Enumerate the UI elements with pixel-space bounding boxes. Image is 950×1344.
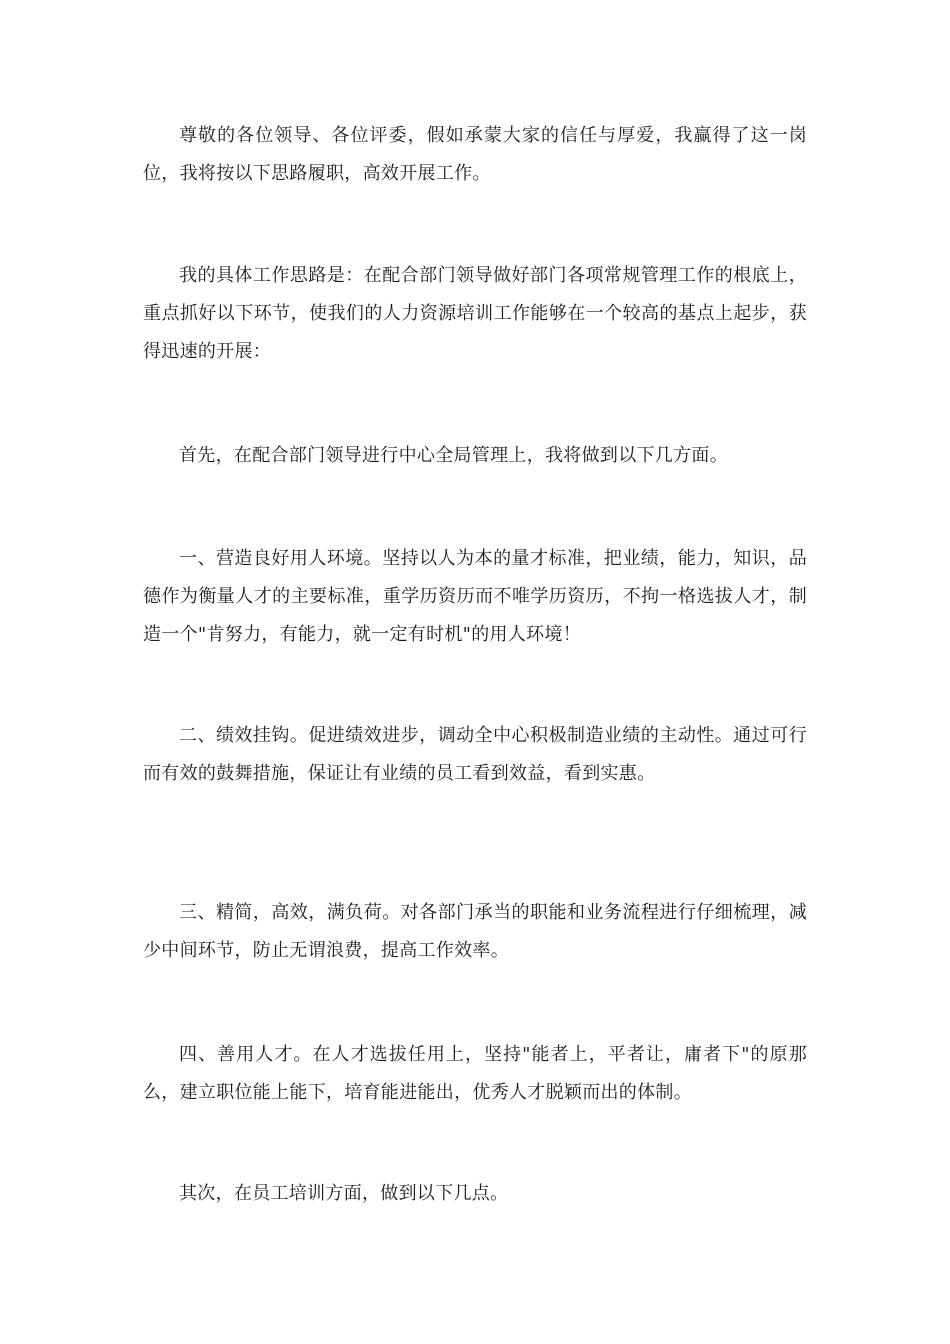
- paragraph-item-4: 四、善用人才。在人才选拔任用上，坚持"能者上，平者让，庸者下"的原那么，建立职位能上能下，培育能进能出，优秀人才脱颖而出的体制。: [143, 1044, 807, 1103]
- paragraph-work-approach: 我的具体工作思路是：在配合部门领导做好部门各项常规管理工作的根底上，重点抓好以下环节，使我们的人力资源培训工作能够在一个较高的基点上起步，获得迅速的开展：: [143, 265, 807, 362]
- paragraph-item-2: 二、绩效挂钩。促进绩效进步，调动全中心积极制造业绩的主动性。通过可行而有效的鼓舞措施，保证让有业绩的员工看到效益，看到实惠。: [143, 725, 807, 784]
- paragraph-second-point: 其次，在员工培训方面，做到以下几点。: [179, 1183, 509, 1204]
- paragraph-item-1: 一、营造良好用人环境。坚持以人为本的量才标准，把业绩，能力，知识，品德作为衡量人才的主要标准，重学历资历而不唯学历资历，不拘一格选拔人才，制造一个"肯努力，有能力，就一定有时机"的用人环境！: [143, 548, 807, 645]
- paragraph-item-3: 三、精简，高效，满负荷。对各部门承当的职能和业务流程进行仔细梳理，减少中间环节，防止无谓浪费，提高工作效率。: [143, 902, 807, 961]
- paragraph-first-point: 首先，在配合部门领导进行中心全局管理上，我将做到以下几方面。: [179, 445, 728, 466]
- paragraph-opening: 尊敬的各位领导、各位评委，假如承蒙大家的信任与厚爱，我赢得了这一岗位，我将按以下思路履职，高效开展工作。: [143, 125, 807, 184]
